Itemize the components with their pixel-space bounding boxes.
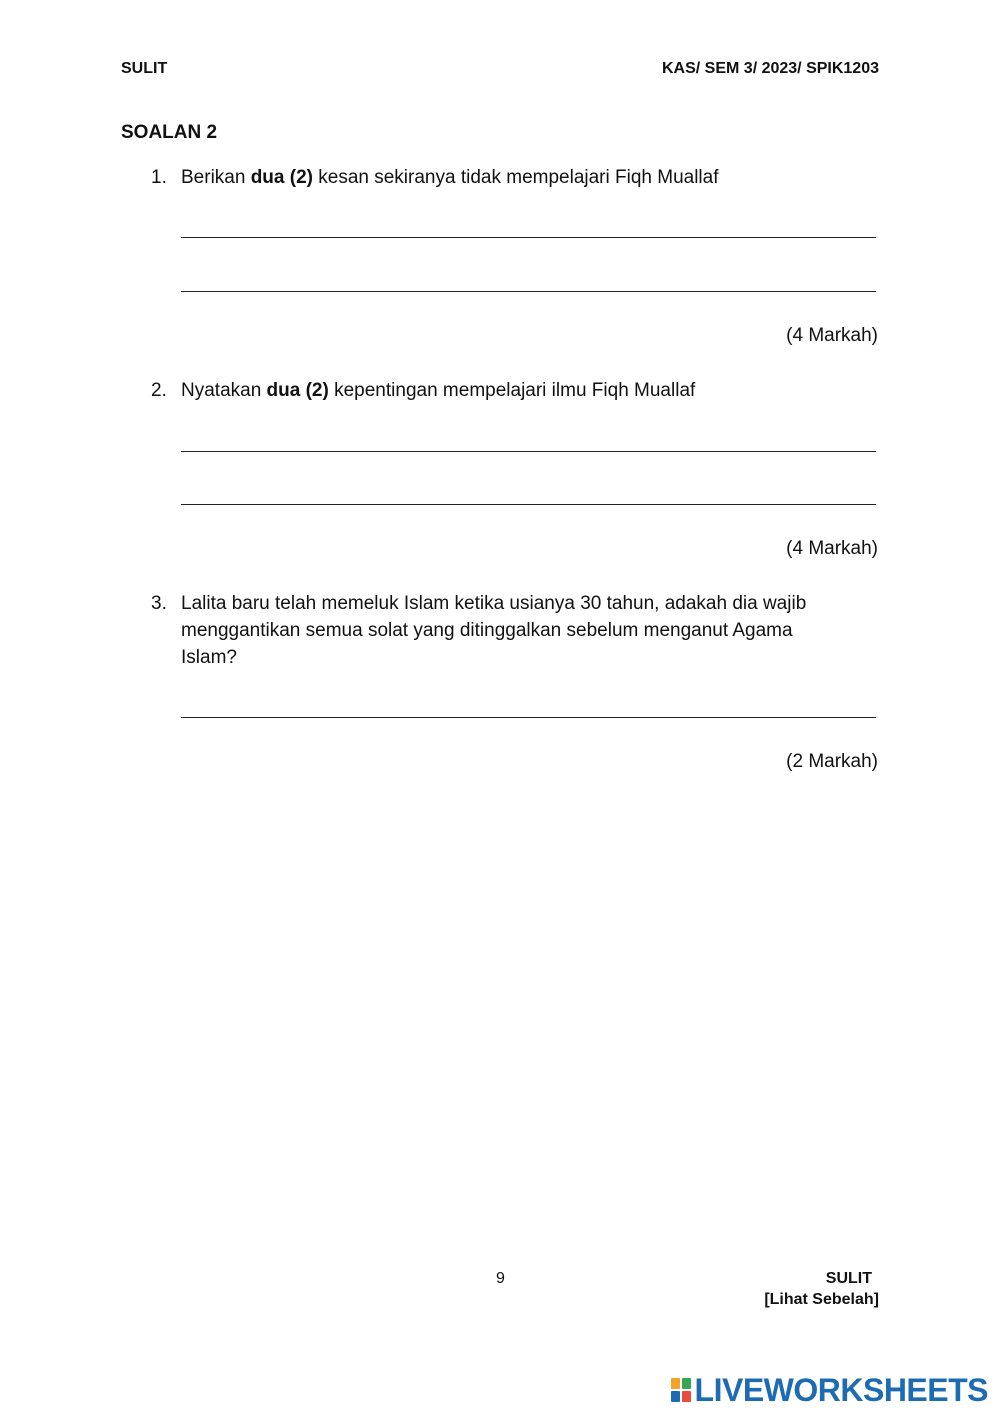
question-3 <box>151 590 881 671</box>
question-number: 2. <box>151 380 167 401</box>
section-title: SOALAN 2 <box>121 122 218 143</box>
question-1 <box>151 164 881 191</box>
answer-line[interactable] <box>181 291 876 292</box>
logo-square <box>671 1378 680 1389</box>
header-left: SULIT <box>121 60 168 77</box>
page-number: 9 <box>496 1270 505 1287</box>
question-number: 3. <box>151 593 167 614</box>
marks-label: (2 Markah) <box>786 751 878 772</box>
marks-label: (4 Markah) <box>786 538 878 559</box>
answer-line[interactable] <box>181 717 876 718</box>
question-2 <box>151 377 881 404</box>
question-text: Berikan dua (2) kesan sekiranya tidak mempelajari Fiqh Muallaf <box>181 167 719 188</box>
footer-next-page: [Lihat Sebelah] <box>764 1291 879 1308</box>
logo-square <box>671 1391 680 1402</box>
question-text: Nyatakan dua (2) kepentingan mempelajari ilmu Fiqh Muallaf <box>181 380 696 401</box>
liveworksheets-icon <box>671 1378 691 1402</box>
logo-square <box>682 1378 691 1389</box>
footer-sulit: SULIT <box>825 1270 872 1287</box>
question-number: 1. <box>151 167 167 188</box>
liveworksheets-wordmark: LIVEWORKSHEETS <box>694 1372 988 1408</box>
marks-label: (4 Markah) <box>786 325 878 346</box>
answer-line[interactable] <box>181 451 876 452</box>
header-right: KAS/ SEM 3/ 2023/ SPIK1203 <box>662 60 879 77</box>
question-text: Lalita baru telah memeluk Islam ketika usianya 30 tahun, adakah dia wajib menggantikan semua solat yang ditinggalkan sebelum menganut Agama Islam? <box>181 593 807 668</box>
logo-square <box>682 1391 691 1402</box>
liveworksheets-logo[interactable] <box>671 1373 988 1407</box>
answer-line[interactable] <box>181 237 876 238</box>
answer-line[interactable] <box>181 504 876 505</box>
